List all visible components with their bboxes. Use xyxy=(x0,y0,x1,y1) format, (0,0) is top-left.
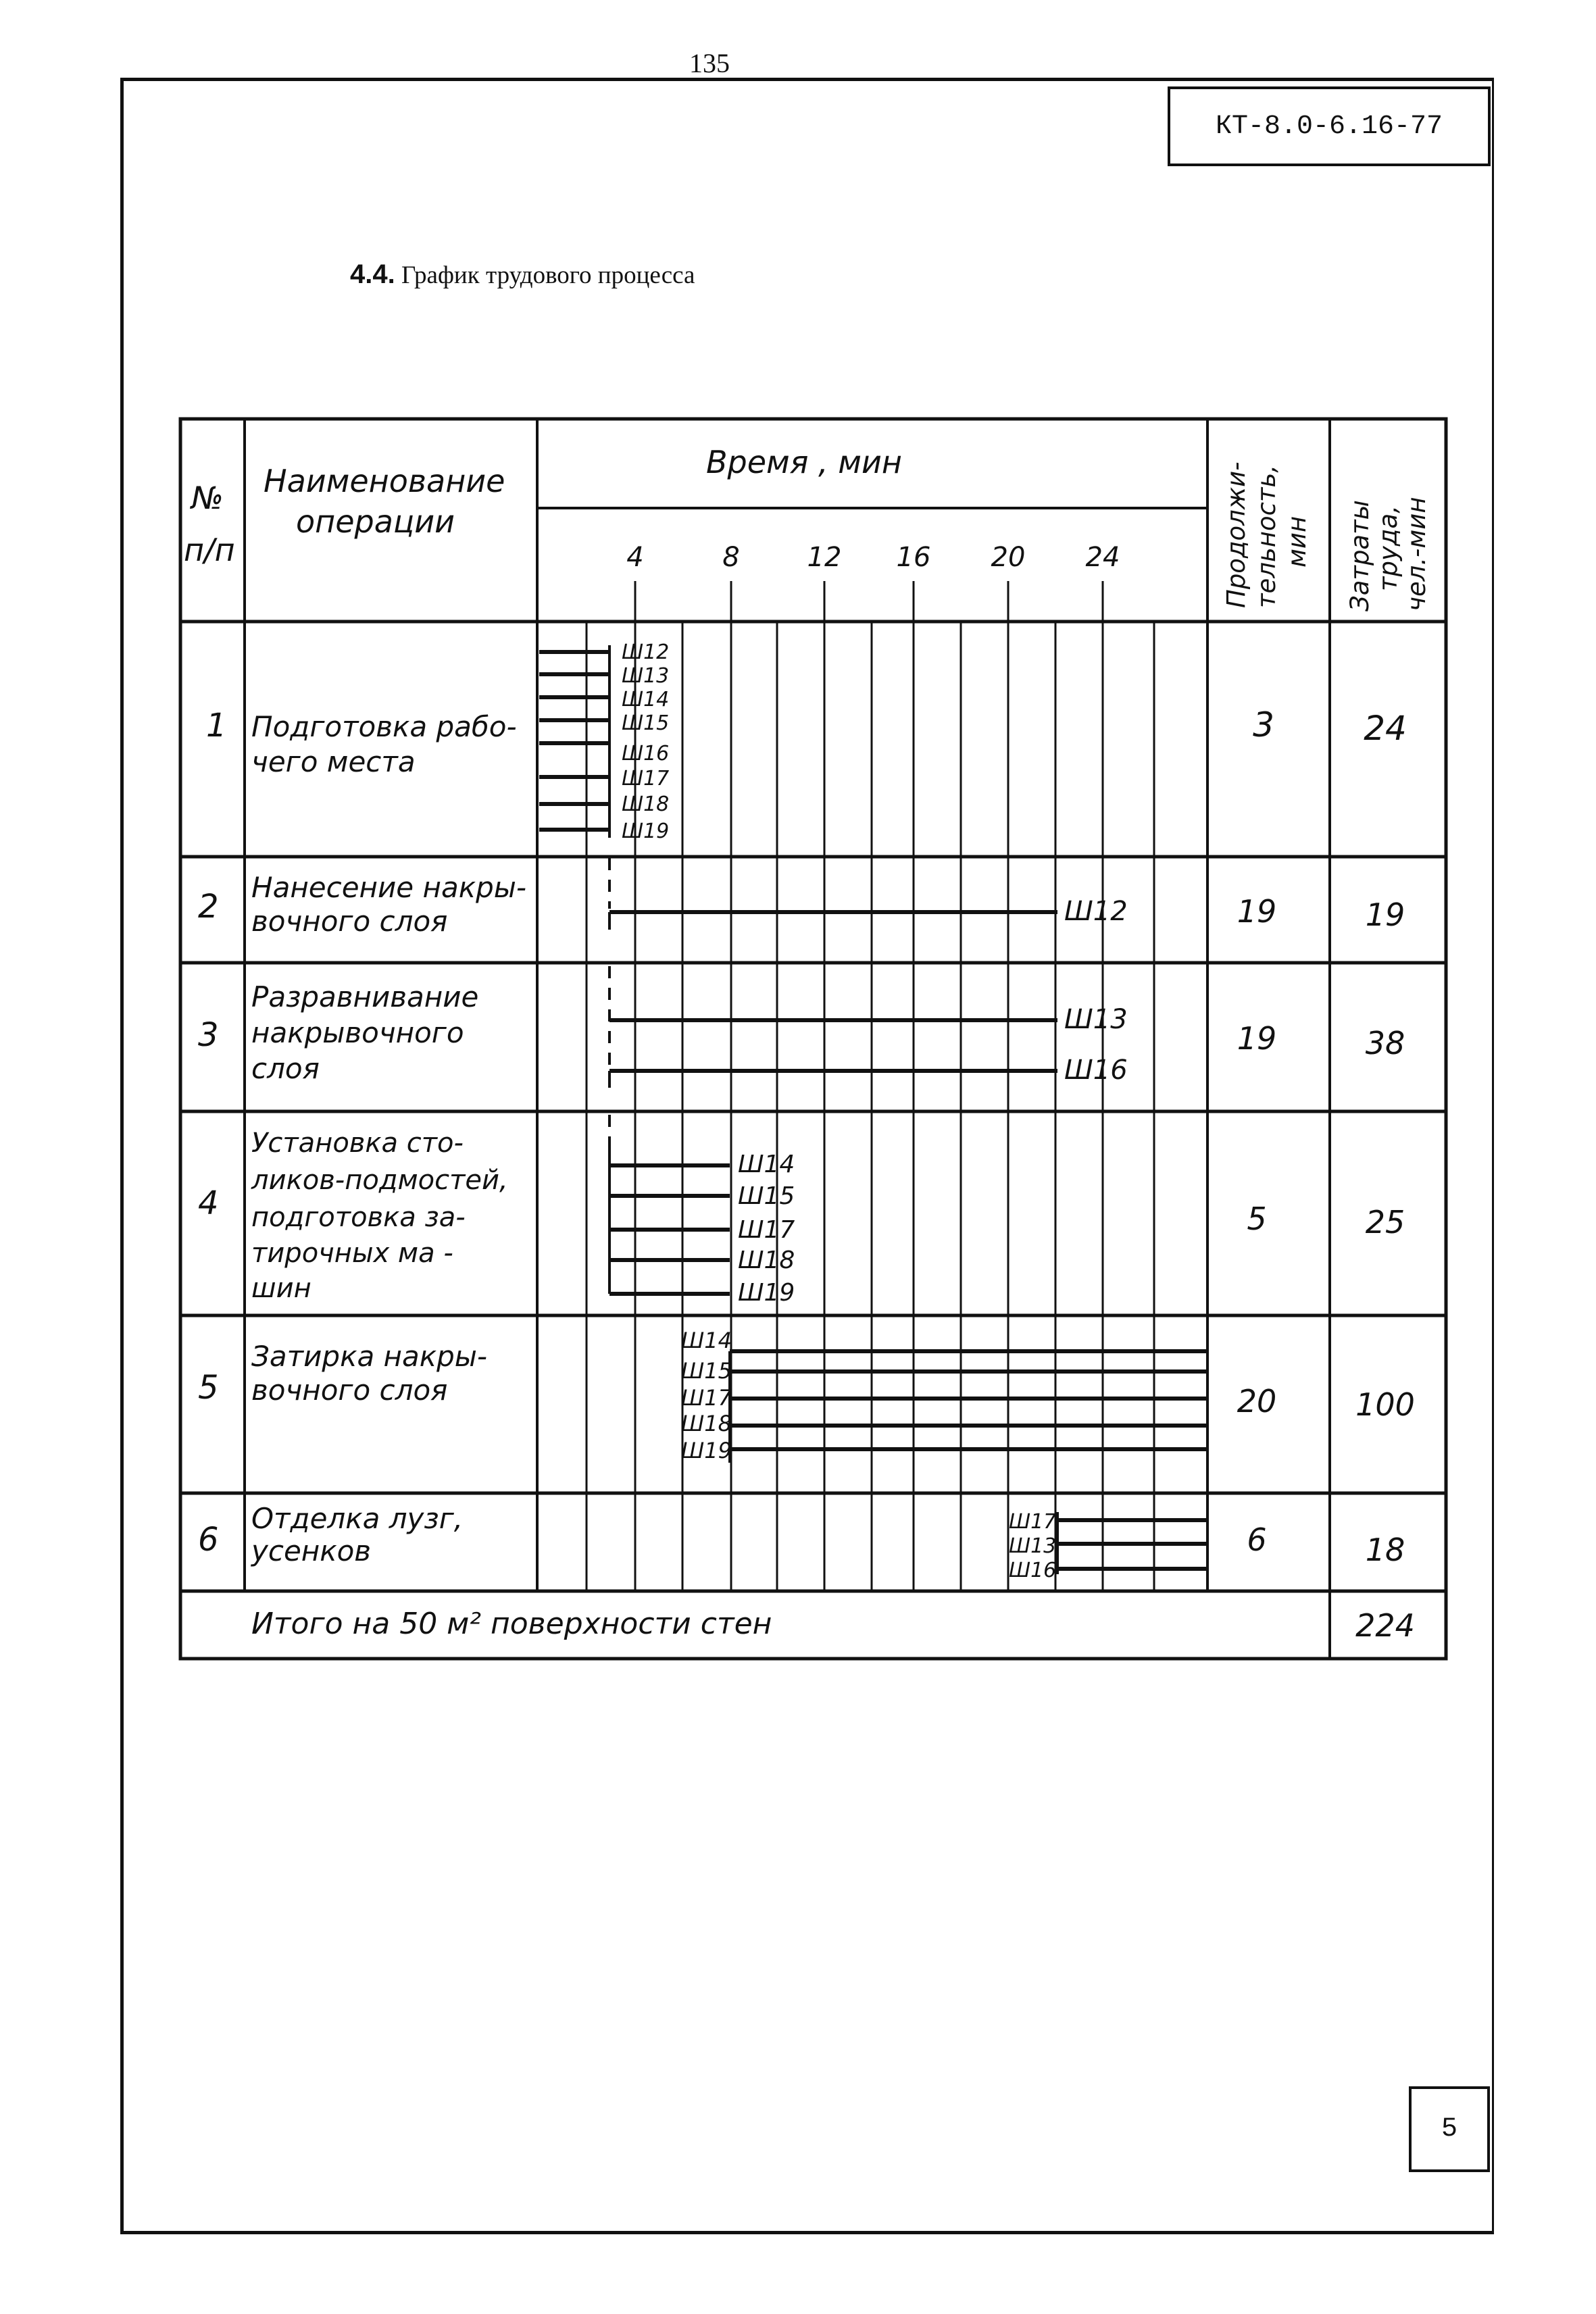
worker-label: Ш17 xyxy=(1009,1510,1057,1534)
operation-name: вочного слоя xyxy=(251,905,448,938)
operation-name: накрывочного xyxy=(251,1016,464,1049)
header-no-line2: п/п xyxy=(184,532,235,568)
header-time: Время , мин xyxy=(706,444,902,480)
operation-name: Разравнивание xyxy=(251,980,479,1013)
duration-value: 19 xyxy=(1237,1020,1277,1057)
worker-label: Ш16 xyxy=(1064,1055,1128,1086)
page-number: 135 xyxy=(689,48,730,78)
operation-name: Затирка накры- xyxy=(251,1340,488,1373)
labor-value: 24 xyxy=(1364,709,1407,748)
worker-label: Ш12 xyxy=(622,640,670,664)
labor-value: 18 xyxy=(1365,1532,1405,1568)
worker-label: Ш18 xyxy=(622,793,670,816)
header-labor-line3: чел.-мин xyxy=(1402,497,1431,611)
header-name-line2: операции xyxy=(296,503,455,540)
worker-label: Ш17 xyxy=(738,1216,795,1244)
labor-value: 19 xyxy=(1365,897,1405,933)
time-tick: 8 xyxy=(722,542,740,573)
duration-value: 20 xyxy=(1237,1383,1277,1419)
time-tick: 12 xyxy=(807,542,842,573)
worker-label: Ш15 xyxy=(622,711,670,735)
worker-label: Ш16 xyxy=(622,742,670,765)
operation-name: Отделка лузг, xyxy=(251,1502,464,1535)
header-no-line1: № xyxy=(191,480,224,516)
worker-label: Ш18 xyxy=(681,1411,732,1436)
worker-label: Ш17 xyxy=(681,1385,732,1411)
operation-name: Установка сто- xyxy=(251,1128,464,1159)
header-labor-line2: труда, xyxy=(1374,505,1403,591)
worker-label: Ш18 xyxy=(738,1247,795,1274)
header-duration-line2: тельность, xyxy=(1252,464,1281,608)
worker-label: Ш13 xyxy=(622,664,670,688)
document-code: КТ-8.0-6.16-77 xyxy=(1168,86,1491,166)
duration-value: 5 xyxy=(1247,1201,1267,1237)
time-tick: 4 xyxy=(626,542,644,573)
row-number: 5 xyxy=(198,1369,219,1407)
row-number: 3 xyxy=(198,1016,219,1054)
time-tick: 16 xyxy=(896,542,931,573)
operation-name: чего места xyxy=(251,745,416,778)
operation-name: шин xyxy=(251,1273,311,1304)
duration-value: 19 xyxy=(1237,893,1277,930)
worker-label: Ш14 xyxy=(738,1151,795,1178)
worker-label: Ш15 xyxy=(738,1182,795,1210)
operation-name: слоя xyxy=(251,1052,320,1085)
row-number: 1 xyxy=(206,707,227,745)
worker-label: Ш15 xyxy=(681,1358,732,1384)
worker-label: Ш16 xyxy=(1009,1559,1057,1582)
operation-name: ликов-подмостей, xyxy=(251,1165,508,1196)
worker-label: Ш19 xyxy=(738,1279,795,1307)
worker-label: Ш14 xyxy=(681,1328,732,1353)
labor-value: 100 xyxy=(1355,1386,1415,1423)
worker-label: Ш13 xyxy=(1064,1004,1128,1035)
section-title: График трудового процесса xyxy=(401,261,695,289)
header-duration-line1: Продолжи- xyxy=(1222,461,1251,608)
sheet-number: 5 xyxy=(1409,2086,1490,2172)
row-number: 4 xyxy=(198,1184,219,1222)
time-tick: 20 xyxy=(991,542,1026,573)
time-tick: 24 xyxy=(1085,542,1120,573)
operation-name: Подготовка рабо- xyxy=(251,710,517,743)
worker-label: Ш13 xyxy=(1009,1534,1057,1558)
operation-name: тирочных ма - xyxy=(251,1238,453,1269)
operation-name: усенков xyxy=(251,1534,372,1567)
row-number: 6 xyxy=(198,1521,219,1559)
row-number: 2 xyxy=(198,888,219,926)
duration-value: 6 xyxy=(1247,1521,1267,1558)
section-number: 4.4. xyxy=(350,259,395,289)
duration-value: 3 xyxy=(1253,705,1274,745)
labor-value: 38 xyxy=(1365,1025,1405,1061)
operation-name: подготовка за- xyxy=(251,1202,466,1233)
header-name-line1: Наименование xyxy=(264,463,505,499)
total-value: 224 xyxy=(1355,1607,1415,1644)
operation-name: Нанесение накры- xyxy=(251,871,527,904)
worker-label: Ш12 xyxy=(1064,896,1128,927)
worker-label: Ш17 xyxy=(622,767,670,790)
worker-label: Ш19 xyxy=(622,820,670,843)
header-duration-line3: мин xyxy=(1282,515,1312,568)
operation-name: вочного слоя xyxy=(251,1374,448,1407)
labor-value: 25 xyxy=(1365,1204,1405,1240)
worker-label: Ш14 xyxy=(622,688,670,711)
header-labor-line1: Затраты xyxy=(1345,500,1374,611)
total-label: Итого на 50 м² поверхности стен xyxy=(251,1607,772,1641)
worker-label: Ш19 xyxy=(681,1438,732,1463)
